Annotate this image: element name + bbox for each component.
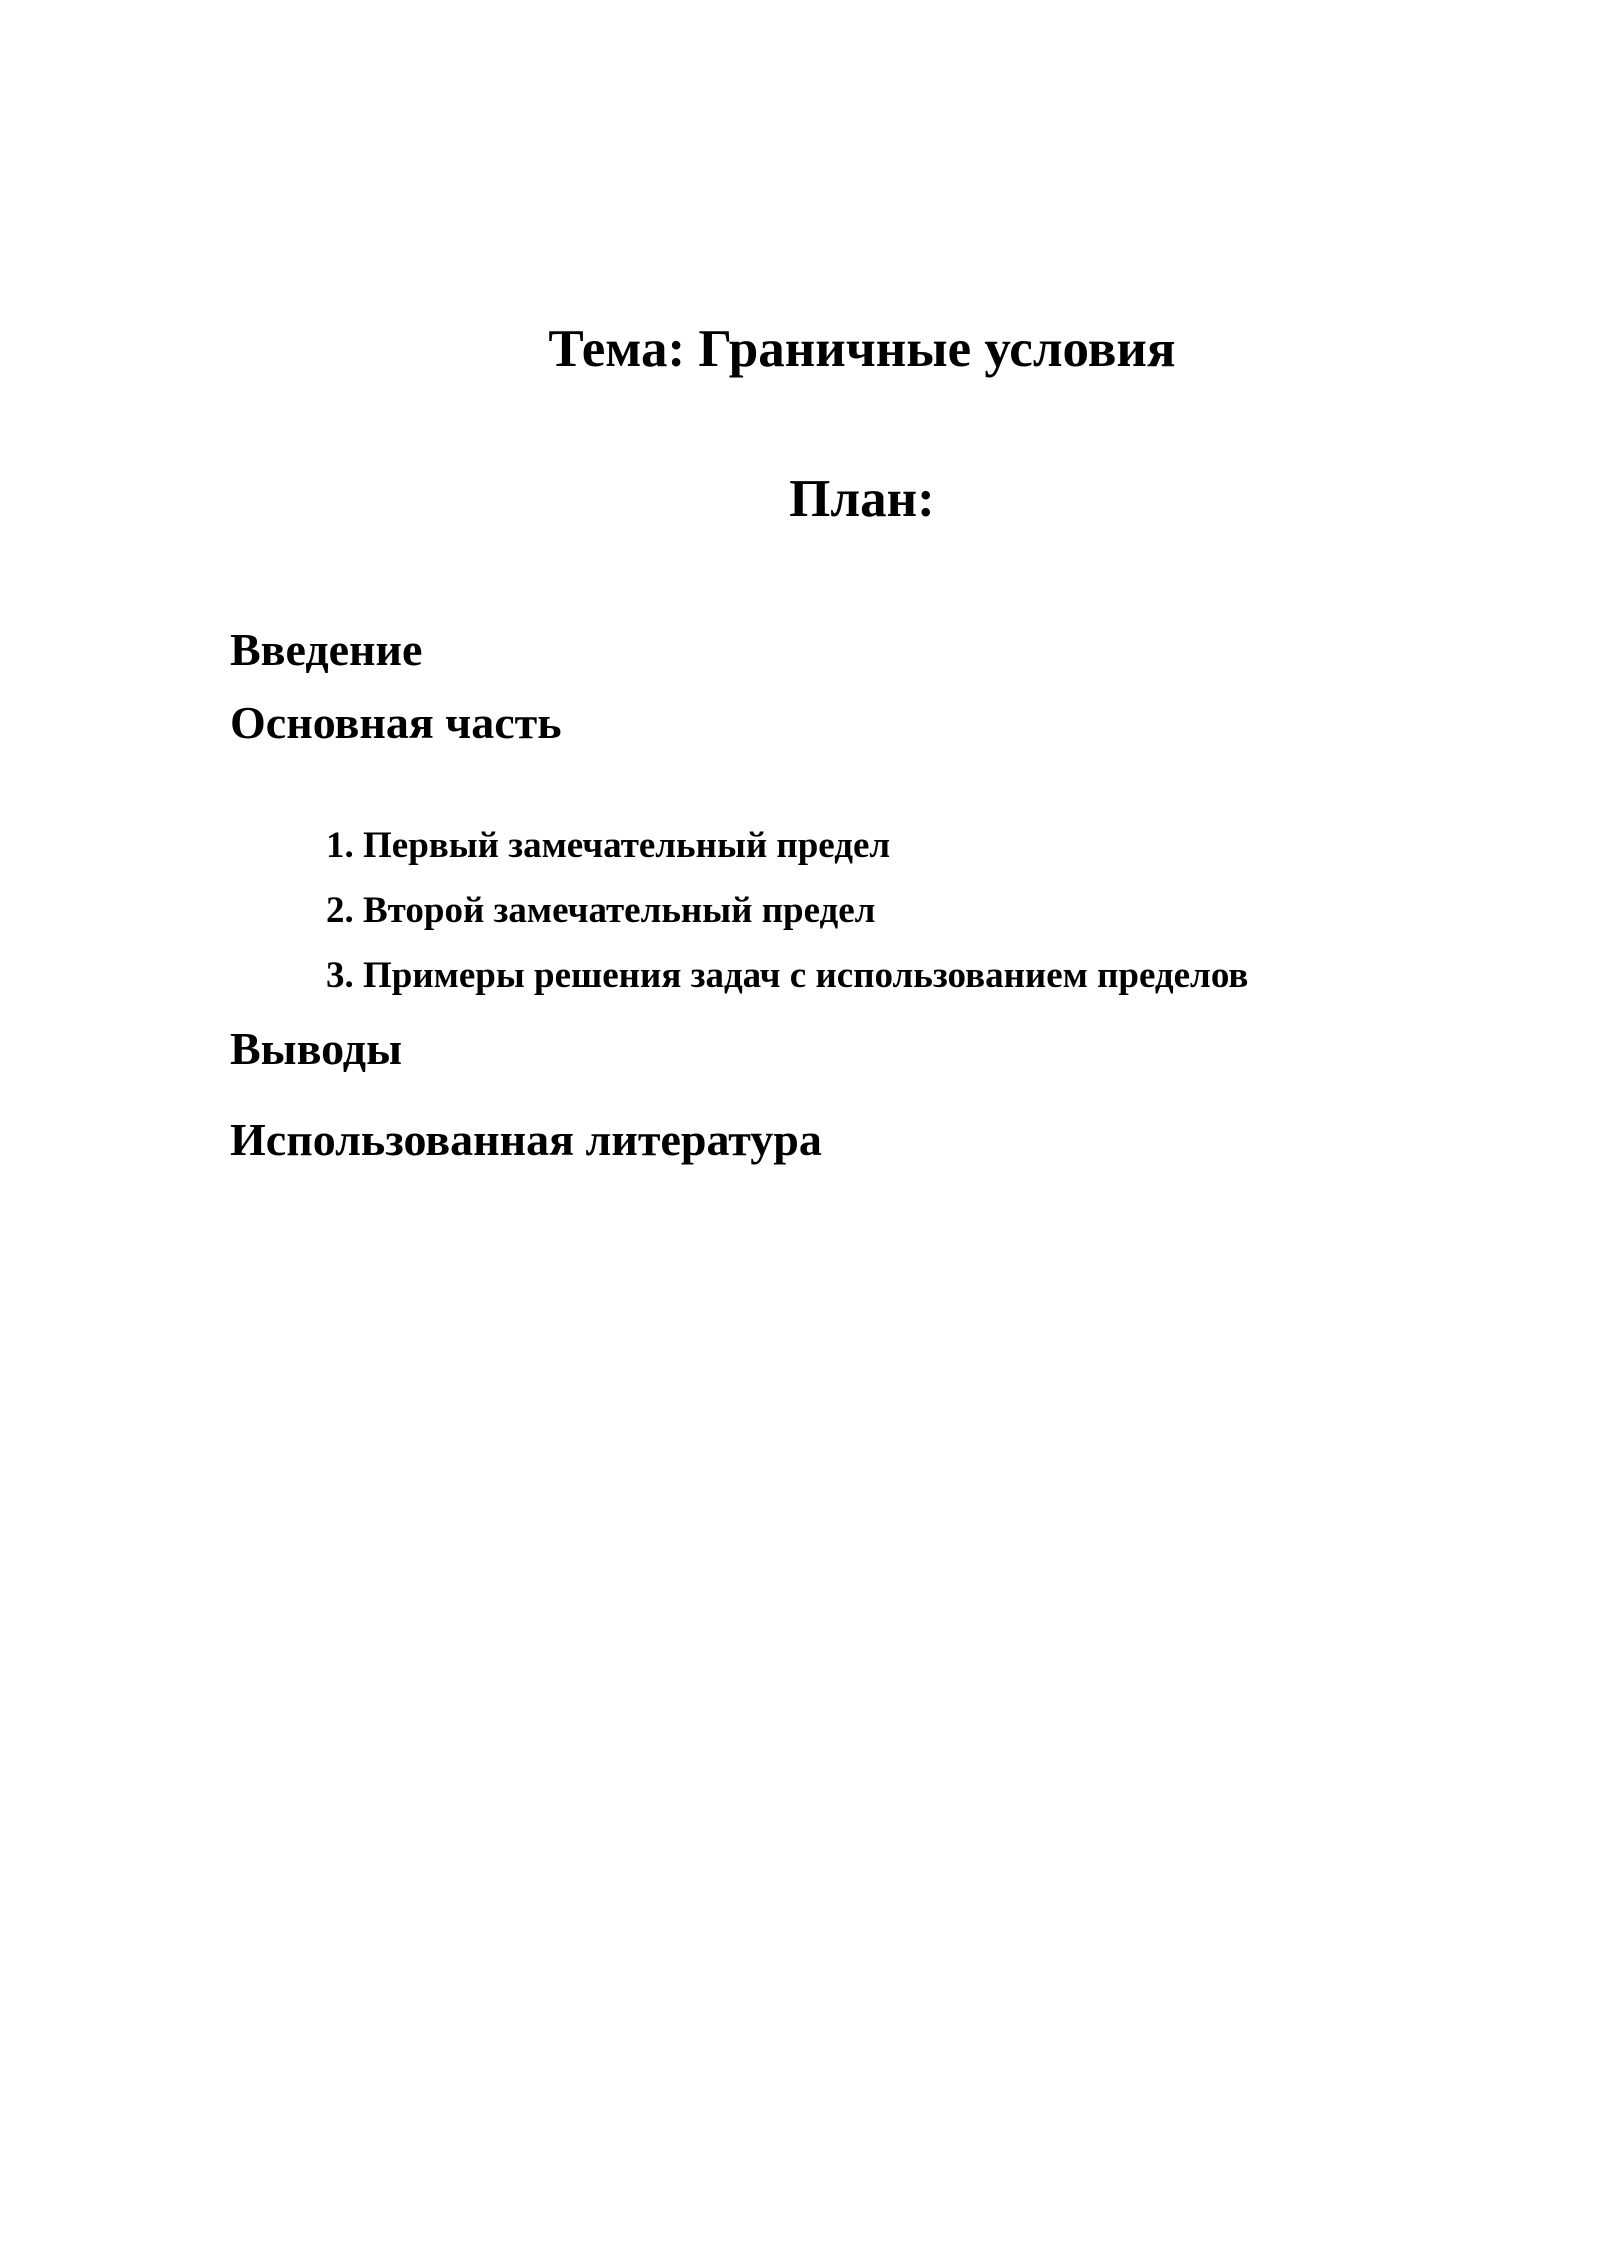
main-part-item-1: 1. Первый замечательный предел <box>326 825 891 866</box>
main-part-item-2: 2. Второй замечательный предел <box>326 890 876 931</box>
section-intro: Введение <box>230 624 423 675</box>
document-title: Тема: Граничные условия <box>548 320 1176 378</box>
section-main-part: Основная часть <box>230 697 562 748</box>
section-references: Использованная литература <box>230 1114 822 1165</box>
section-conclusions: Выводы <box>230 1023 402 1074</box>
plan-heading: План: <box>789 470 935 528</box>
main-part-item-3: 3. Примеры решения задач с использованием пределов <box>326 955 1249 996</box>
